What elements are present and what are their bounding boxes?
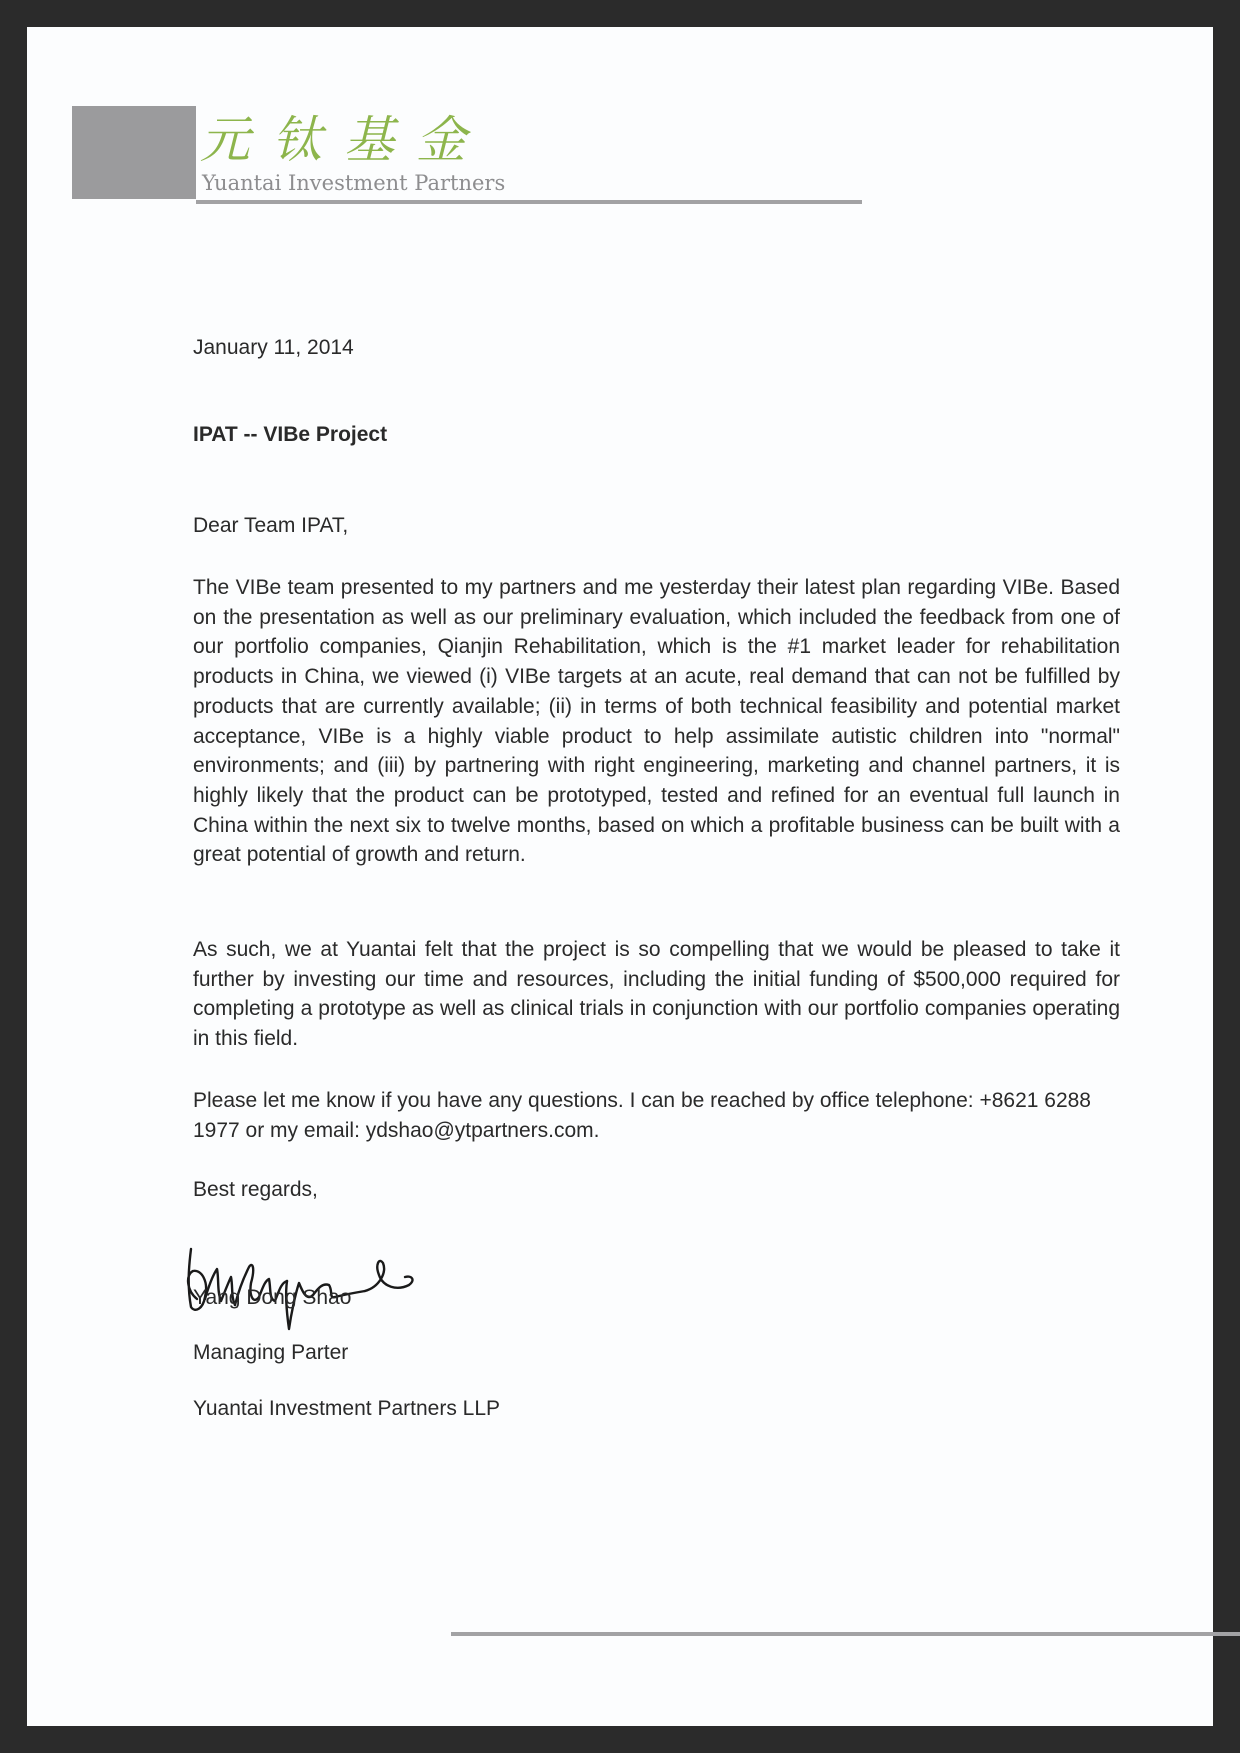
letter-salutation: Dear Team IPAT, [193,514,349,537]
letterhead-gray-block [72,106,196,199]
letterhead-company-name: Yuantai Investment Partners [202,171,506,195]
letter-closing: Best regards, [193,1178,318,1201]
letter-date: January 11, 2014 [193,336,354,359]
letter-paragraph-1: The VIBe team presented to my partners and me yesterday their latest plan regarding VIBe. Based on the presentation as well as our preliminary evaluation, which included the feedback from one of our portfolio companies, Qianjin Rehabilitation, which is the #1 market leader for rehabilitation products in China, we viewed (i) VIBe targets at an acute, real demand that can not be fulfilled by products that are currently available; (ii) in terms of both technical feasibility and potential market acceptance, VIBe is a highly viable product to help assimilate autistic children into "normal" environments; and (iii) by partnering with right engineering, marketing and channel partners, it is highly likely that the product can be prototyped, tested and refined for an eventual full launch in China within the next six to twelve months, based on which a profitable business can be built with a great potential of growth and return. [193,576,1120,867]
signer-company: Yuantai Investment Partners LLP [193,1397,501,1420]
handwritten-signature [183,1225,423,1333]
letterhead-chinese-logo: 元钛基金 [200,111,488,169]
signer-name: Yang Dong Shao [193,1286,352,1309]
letterhead-rule [196,200,862,204]
footer-rule [451,1632,1240,1636]
letter-subject: IPAT -- VIBe Project [193,423,388,446]
signer-title: Managing Parter [193,1341,349,1364]
letter-paragraph-2: As such, we at Yuantai felt that the project is so compelling that we would be pleased to take it further by investing our time and resources, including the initial funding of $500,000 required for completing a prototype as well as clinical trials in conjunction with our portfolio companies operating in this field. [193,938,1120,1051]
letter-page [27,27,1213,1726]
letter-paragraph-3: Please let me know if you have any questions. I can be reached by office telephone: +8621 6288 1977 or my email: ydshao@ytpartners.com. [193,1089,1091,1142]
